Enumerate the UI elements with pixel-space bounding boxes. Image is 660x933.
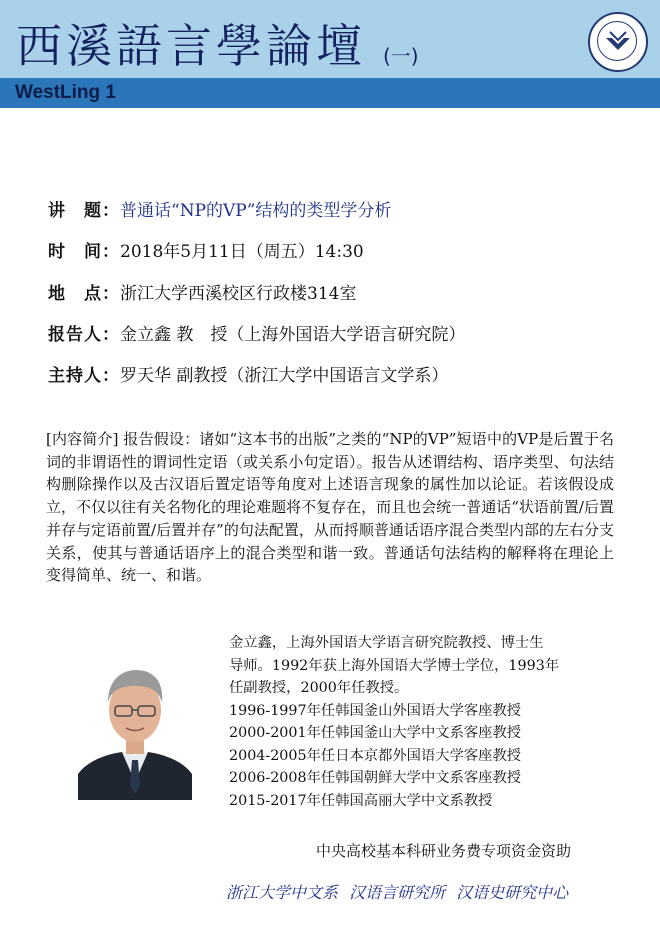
- bio-line: 1996-1997年任韩国釜山外国语大学客座教授: [229, 702, 522, 719]
- speaker-label: 报告人：: [48, 325, 120, 345]
- time-label: 时 间：: [48, 242, 120, 262]
- bio-line: 2006-2008年任韩国朝鲜大学中文系客座教授: [229, 770, 522, 786]
- abstract-text: [内容简介] 报告假设：诸如“这本书的出版”之类的“NP的VP”短语中的VP是后置于名词的非谓语性的谓词性定语（或关系小句定语）。报告从述谓结构、语序类型、句法结构删除操作以及古汉语后置定语等角度对上述语言现象的属性加以论证。若该假设成立，不仅以往有关名物化的理论难题将不复存在，而且也会统一普通话“状语前置/后置并存与定语前置/后置并存”的句法配置，从而捋顺普通话语序混合类型内部的左右分支关系，使其与普通话语序上的混合类型和谐一致。普通话句法结构的解释将在理论上变得简单、统一、和谐。: [46, 430, 614, 585]
- forum-title: 西溪語言學論壇: [16, 19, 366, 73]
- header-banner: [0, 0, 660, 78]
- place-label: 地 点：: [48, 284, 120, 304]
- funding-note: 中央高校基本科研业务费专项资金资助: [316, 842, 572, 860]
- bio-line: 2004-2005年任日本京都外国语大学客座教授: [229, 747, 522, 764]
- forum-subtitle: WestLing 1: [15, 82, 116, 103]
- university-seal-icon: [588, 12, 648, 72]
- topic-row: [48, 196, 391, 221]
- place-value: 浙江大学西溪校区行政楼314室: [120, 284, 357, 304]
- forum-volume: (一): [383, 44, 419, 68]
- bio-line: 金立鑫，上海外国语大学语言研究院教授、博士生: [229, 635, 544, 651]
- bio-line: 导师。1992年获上海外国语大学博士学位，1993年: [229, 657, 560, 674]
- speaker-row: [48, 320, 465, 345]
- time-value: 2018年5月11日（周五）14:30: [120, 242, 364, 262]
- time-row: [48, 237, 364, 262]
- speaker-bio: [229, 632, 609, 812]
- host-value: 罗天华 副教授（浙江大学中国语言文学系）: [120, 366, 449, 386]
- bio-line: 2000-2001年任韩国釜山大学中文系客座教授: [229, 725, 522, 741]
- host-label: 主持人：: [48, 366, 120, 386]
- topic-label: 讲 题：: [48, 201, 120, 221]
- organizers: 浙江大学中文系 汉语言研究所 汉语史研究中心: [226, 883, 569, 902]
- place-row: [48, 279, 356, 304]
- speaker-portrait: [78, 656, 192, 800]
- subtitle-bar: [0, 78, 660, 108]
- bio-line: 2015-2017年任韩国高丽大学中文系教授: [229, 792, 493, 809]
- topic-value: 普通话“NP的VP”结构的类型学分析: [120, 201, 392, 221]
- bio-line: 任副教授，2000年任教授。: [229, 680, 409, 696]
- host-row: [48, 361, 448, 386]
- speaker-value: 金立鑫 教 授（上海外国语大学语言研究院）: [120, 325, 466, 345]
